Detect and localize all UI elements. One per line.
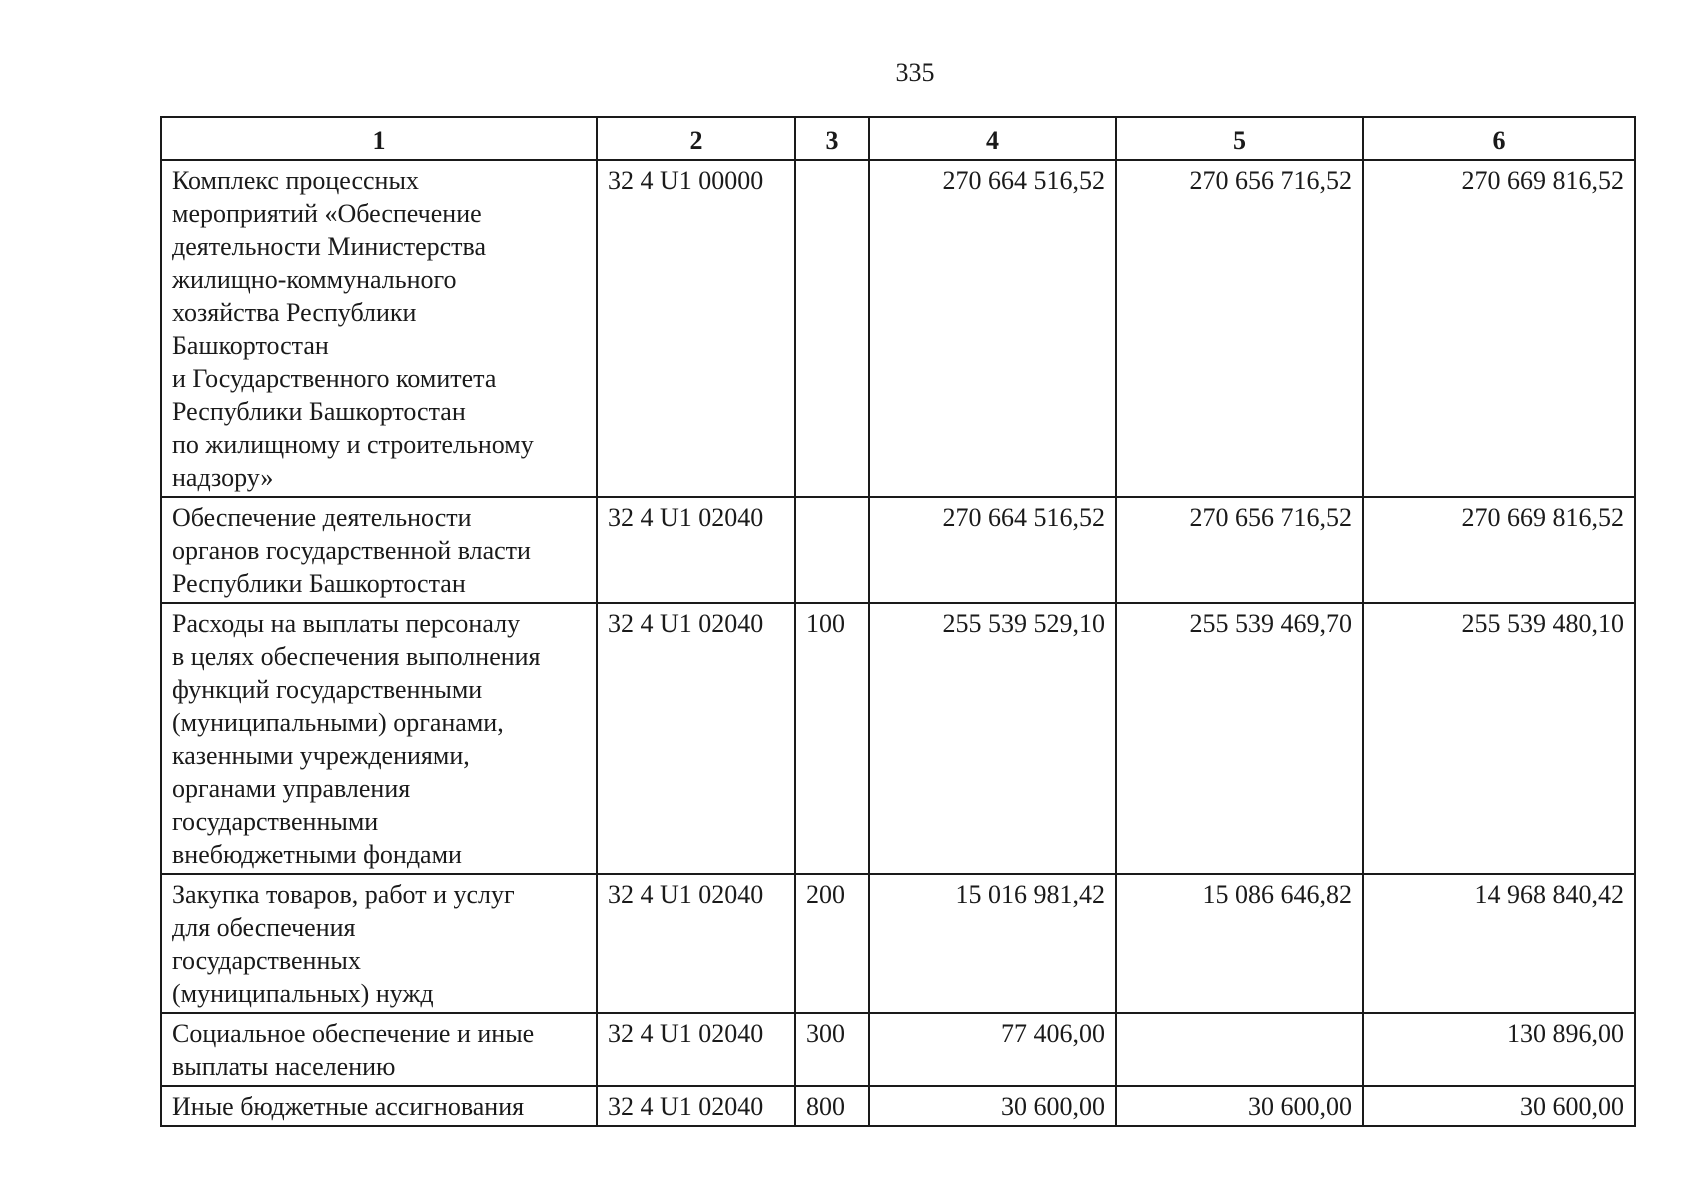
row-kind: 800 [795, 1086, 869, 1126]
table-row [161, 1086, 1635, 1126]
row-value-6: 270 669 816,52 [1363, 160, 1635, 497]
row-name: Комплекс процессных мероприятий «Обеспечение деятельности Министерства жилищно-коммунального хозяйства Республики Башкортостан и Государственного комитета Республики Башкортостан по жилищному и строительному надзору» [161, 160, 597, 497]
header-col-3: 3 [795, 117, 869, 160]
table-row [161, 874, 1635, 1013]
row-kind [795, 497, 869, 603]
header-row [161, 117, 1635, 160]
row-value-5: 15 086 646,82 [1116, 874, 1363, 1013]
row-kind: 100 [795, 603, 869, 874]
header-col-1: 1 [161, 117, 597, 160]
row-code: 32 4 U1 02040 [597, 497, 795, 603]
header-col-2: 2 [597, 117, 795, 160]
row-value-4: 270 664 516,52 [869, 497, 1116, 603]
header-col-4: 4 [869, 117, 1116, 160]
table-row [161, 160, 1635, 497]
row-kind: 300 [795, 1013, 869, 1086]
row-value-6: 14 968 840,42 [1363, 874, 1635, 1013]
row-value-5: 255 539 469,70 [1116, 603, 1363, 874]
budget-table [160, 116, 1636, 1127]
row-value-6: 270 669 816,52 [1363, 497, 1635, 603]
row-name: Обеспечение деятельности органов государственной власти Республики Башкортостан [161, 497, 597, 603]
row-value-5 [1116, 1013, 1363, 1086]
table-row [161, 603, 1635, 874]
table-row [161, 497, 1635, 603]
row-value-4: 15 016 981,42 [869, 874, 1116, 1013]
row-value-6: 255 539 480,10 [1363, 603, 1635, 874]
row-value-6: 30 600,00 [1363, 1086, 1635, 1126]
page-number: 335 [895, 58, 935, 87]
row-value-5: 30 600,00 [1116, 1086, 1363, 1126]
row-value-4: 270 664 516,52 [869, 160, 1116, 497]
row-kind: 200 [795, 874, 869, 1013]
row-value-4: 255 539 529,10 [869, 603, 1116, 874]
row-code: 32 4 U1 00000 [597, 160, 795, 497]
row-code: 32 4 U1 02040 [597, 603, 795, 874]
header-col-5: 5 [1116, 117, 1363, 160]
row-code: 32 4 U1 02040 [597, 1086, 795, 1126]
row-value-6: 130 896,00 [1363, 1013, 1635, 1086]
row-code: 32 4 U1 02040 [597, 1013, 795, 1086]
row-name: Расходы на выплаты персоналу в целях обеспечения выполнения функций государственными (муниципальными) органами, казенными учреждениями, органами управления государственными внебюджетными фондами [161, 603, 597, 874]
row-code: 32 4 U1 02040 [597, 874, 795, 1013]
header-col-6: 6 [1363, 117, 1635, 160]
row-value-5: 270 656 716,52 [1116, 160, 1363, 497]
row-value-4: 30 600,00 [869, 1086, 1116, 1126]
row-name: Социальное обеспечение и иные выплаты населению [161, 1013, 597, 1086]
table-row [161, 1013, 1635, 1086]
row-value-4: 77 406,00 [869, 1013, 1116, 1086]
row-name: Закупка товаров, работ и услуг для обеспечения государственных (муниципальных) нужд [161, 874, 597, 1013]
row-name: Иные бюджетные ассигнования [161, 1086, 597, 1126]
row-kind [795, 160, 869, 497]
row-value-5: 270 656 716,52 [1116, 497, 1363, 603]
